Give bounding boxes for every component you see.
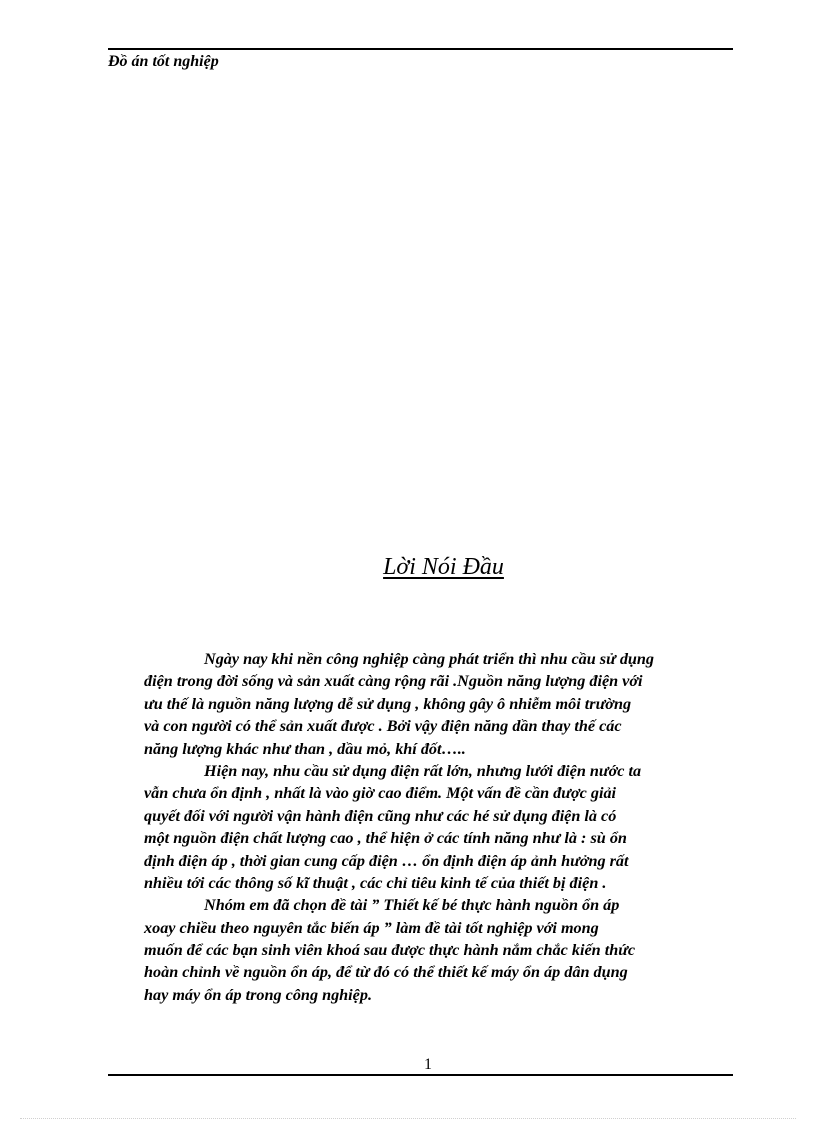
paragraph-line: muốn để các bạn sinh viên khoá sau được thực hành nắm chắc kiến thức <box>144 941 636 960</box>
paragraph-line: và con người có thể sản xuất được . Bởi vậy điện năng dần thay thế các <box>144 717 622 736</box>
paragraph-line: điện trong đời sống và sản xuất càng rộng rãi .Nguồn năng lượng điện với <box>144 672 643 691</box>
paragraph-line: một nguồn điện chất lượng cao , thể hiện ở các tính năng như là : sù ổn <box>144 829 627 848</box>
paragraph-line: Ngày nay khi nền công nghiệp càng phát triển thì nhu cầu sử dụng <box>204 650 655 668</box>
page-edge-divider <box>20 1118 796 1119</box>
paragraph-line: vẫn chưa ổn định , nhất là vào giờ cao điểm. Một vấn đề cần được giải <box>144 784 617 803</box>
paragraph-line: Hiện nay, nhu cầu sử dụng điện rất lớn, nhưng lưới điện nước ta <box>204 761 642 780</box>
paragraph-line: ưu thế là nguồn năng lượng dễ sử dụng , không gây ô nhiễm môi trường <box>144 694 632 713</box>
paragraph-line: quyết đối với người vận hành điện cũng như các hé sử dụng điện là có <box>144 806 617 825</box>
body-paragraphs <box>144 648 744 1006</box>
page-title: Lời Nói Đầu <box>383 554 504 580</box>
running-header: Đồ án tốt nghiệp <box>108 53 219 70</box>
paragraph-line: năng lượng khác như than , dầu mỏ, khí đốt….. <box>144 739 466 758</box>
paragraph-line: xoay chiều theo nguyên tắc biến áp ” làm đề tài tốt nghiệp với mong <box>144 918 599 937</box>
header-rule <box>108 48 733 50</box>
paragraph-line: định điện áp , thời gian cung cấp điện … ổn định điện áp ảnh hưởng rất <box>144 851 629 870</box>
paragraph-line: nhiều tới các thông số kĩ thuật , các chỉ tiêu kinh tế của thiết bị điện . <box>144 873 607 892</box>
footer-rule <box>108 1074 733 1076</box>
page-number: 1 <box>424 1056 432 1073</box>
paragraph-line: Nhóm em đã chọn đề tài ” Thiết kế bé thực hành nguồn ổn áp <box>204 896 620 915</box>
paragraph-line: hoàn chỉnh về nguồn ổn áp, để từ đó có thể thiết kế máy ổn áp dân dụng <box>144 963 628 982</box>
paragraph-line: hay máy ổn áp trong công nghiệp. <box>144 985 373 1004</box>
